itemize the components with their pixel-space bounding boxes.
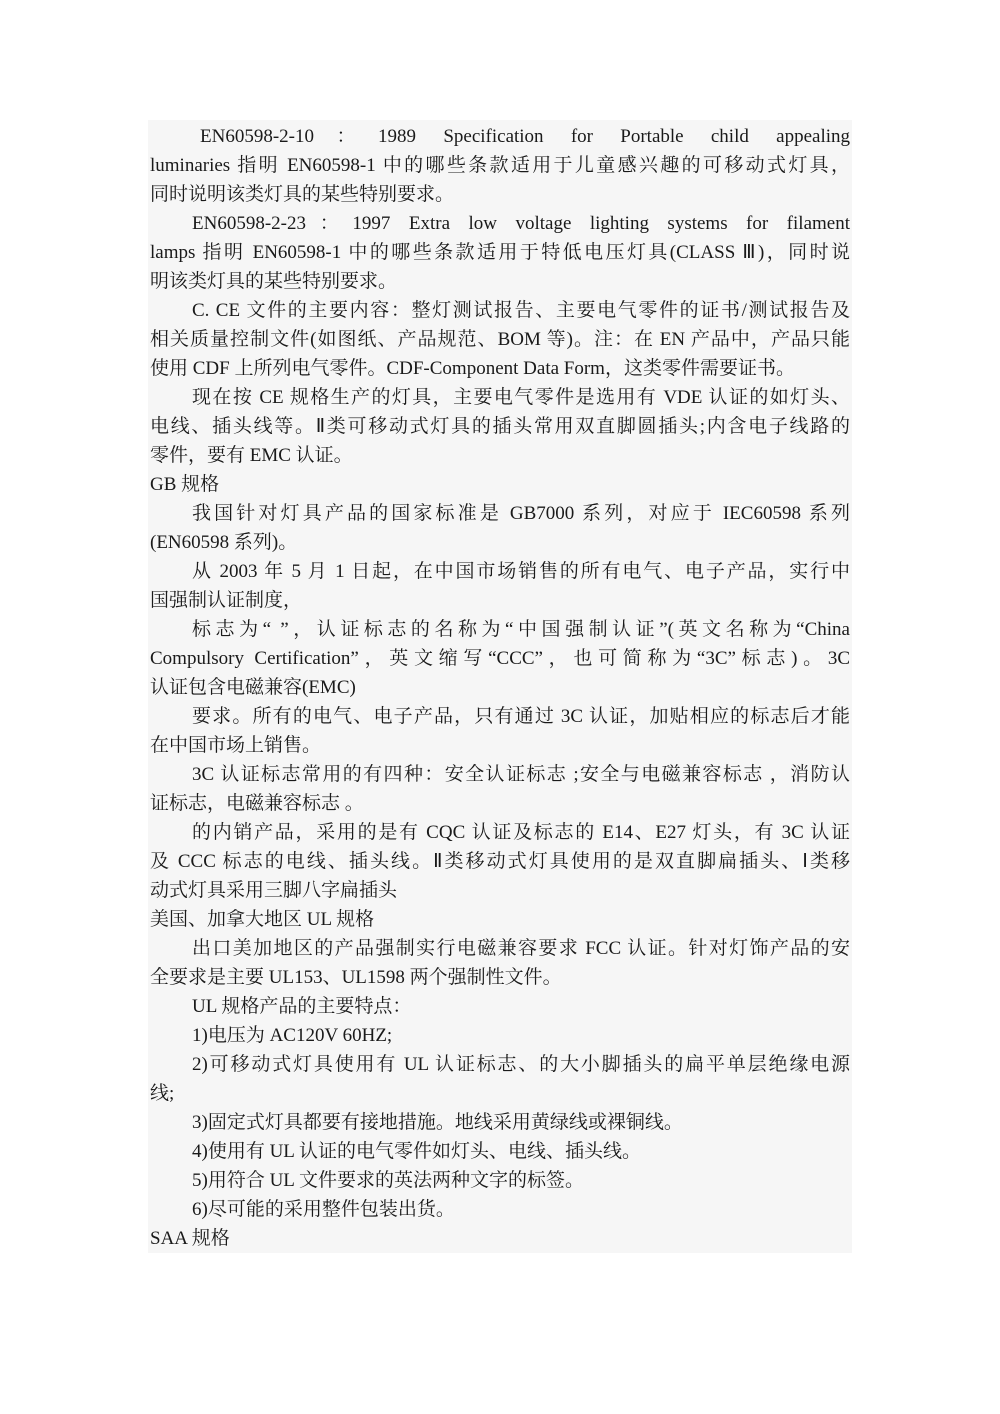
text-line: 3C 认证标志常用的有四种：安全认证标志 ;安全与电磁兼容标志 ，消防认 [192, 764, 850, 785]
list-item-ul-3 [150, 1108, 850, 1137]
text-line: 使用 CDF 上所列电气零件。CDF-Component Data Form，这类零件需要证书。 [150, 358, 795, 379]
text-line: 4)使用有 UL 认证的电气零件如灯头、电线、插头线。 [192, 1141, 641, 1162]
text-line: C. CE 文件的主要内容：整灯测试报告、主要电气零件的证书/测试报告及 [192, 300, 850, 321]
text-line: 同时说明该类灯具的某些特别要求。 [150, 184, 455, 205]
text-line: 及 CCC 标志的电线、插头线。Ⅱ类移动式灯具使用的是双直脚扁插头、Ⅰ类移 [150, 851, 850, 872]
section-heading-gb: GB 规格 [150, 474, 220, 495]
text-line: 6)尽可能的采用整件包装出货。 [192, 1199, 455, 1220]
text-line: 在中国市场上销售。 [150, 735, 322, 756]
text-line: 1)电压为 AC120V 60HZ; [192, 1025, 393, 1046]
text-line: lamps 指明 EN60598-1 中的哪些条款适用于特低电压灯具(CLASS Ⅲ)，同时说 [150, 242, 850, 263]
text-line: 电线、插头线等。Ⅱ类可移动式灯具的插头常用双直脚圆插头;内含电子线路的 [150, 416, 850, 437]
text-line: 出口美加地区的产品强制实行电磁兼容要求 FCC 认证。针对灯饰产品的安 [192, 938, 850, 959]
paragraph-gb-ccc-mark [150, 615, 850, 702]
text-line: 的内销产品，采用的是有 CQC 认证及标志的 E14、E27 灯头，有 3C 认证 [192, 822, 850, 843]
text-line: 我国针对灯具产品的国家标准是 GB7000 系列，对应于 IEC60598 系列 [192, 503, 850, 524]
paragraph-gb-requirement [150, 702, 850, 760]
text-line: UL 规格产品的主要特点： [192, 996, 412, 1017]
text-line: 零件，要有 EMC 认证。 [150, 445, 353, 466]
paragraph-ce-documents [150, 296, 850, 383]
list-item-ul-2 [150, 1050, 850, 1108]
paragraph-ul-fcc [150, 934, 850, 992]
text-line: 标志为“ ”，认证标志的名称为“中国强制认证”(英文名称为“China [192, 619, 850, 640]
text-line: 相关质量控制文件(如图纸、产品规范、BOM 等)。注：在 EN 产品中，产品只能 [150, 329, 850, 350]
text-line: 5)用符合 UL 文件要求的英法两种文字的标签。 [192, 1170, 584, 1191]
document-text-block [148, 120, 852, 1253]
paragraph-ul-features-intro [150, 992, 850, 1021]
list-item-ul-6 [150, 1195, 850, 1224]
text-line: luminaries 指明 EN60598-1 中的哪些条款适用于儿童感兴趣的可移动式灯具， [150, 155, 850, 176]
paragraph-ce-components [150, 383, 850, 470]
paragraph-gb-ccc-date [150, 557, 850, 615]
text-line: 国强制认证制度， [150, 590, 303, 611]
text-line: 要求。所有的电气、电子产品，只有通过 3C 认证，加贴相应的标志后才能 [192, 706, 850, 727]
text-line: 线; [150, 1083, 175, 1104]
text-line: (EN60598 系列)。 [150, 532, 298, 553]
paragraph-gb-3c-marks [150, 760, 850, 818]
text-line: 证标志，电磁兼容标志 。 [150, 793, 364, 814]
list-item-ul-5 [150, 1166, 850, 1195]
text-line: 从 2003 年 5 月 1 日起，在中国市场销售的所有电气、电子产品，实行中 [192, 561, 850, 582]
paragraph-gb-standard [150, 499, 850, 557]
text-line: 全要求是主要 UL153、UL1598 两个强制性文件。 [150, 967, 562, 988]
text-line: 动式灯具采用三脚八字扁插头 [150, 880, 398, 901]
list-item-ul-4 [150, 1137, 850, 1166]
section-heading-saa: SAA 规格 [150, 1228, 230, 1249]
text-line: Compulsory Certification”，英文缩写“CCC”，也可简称为“3C”标志)。3C [150, 648, 850, 669]
text-line: EN60598-2-10：1989 Specification for Portable child appealing [200, 126, 850, 147]
paragraph-gb-domestic-products [150, 818, 850, 905]
section-heading-ul: 美国、加拿大地区 UL 规格 [150, 909, 375, 930]
paragraph-en60598-2-10 [150, 122, 850, 209]
text-line: 2)可移动式灯具使用有 UL 认证标志、的大小脚插头的扁平单层绝缘电源 [192, 1054, 850, 1075]
text-line: EN60598-2-23：1997 Extra low voltage lighting systems for filament [192, 213, 850, 234]
paragraph-en60598-2-23 [150, 209, 850, 296]
text-line: 认证包含电磁兼容(EMC) [150, 677, 356, 698]
list-item-ul-1 [150, 1021, 850, 1050]
text-line: 3)固定式灯具都要有接地措施。地线采用黄绿线或裸铜线。 [192, 1112, 683, 1133]
text-line: 现在按 CE 规格生产的灯具，主要电气零件是选用有 VDE 认证的如灯头、 [192, 387, 850, 408]
text-line: 明该类灯具的某些特别要求。 [150, 271, 398, 292]
